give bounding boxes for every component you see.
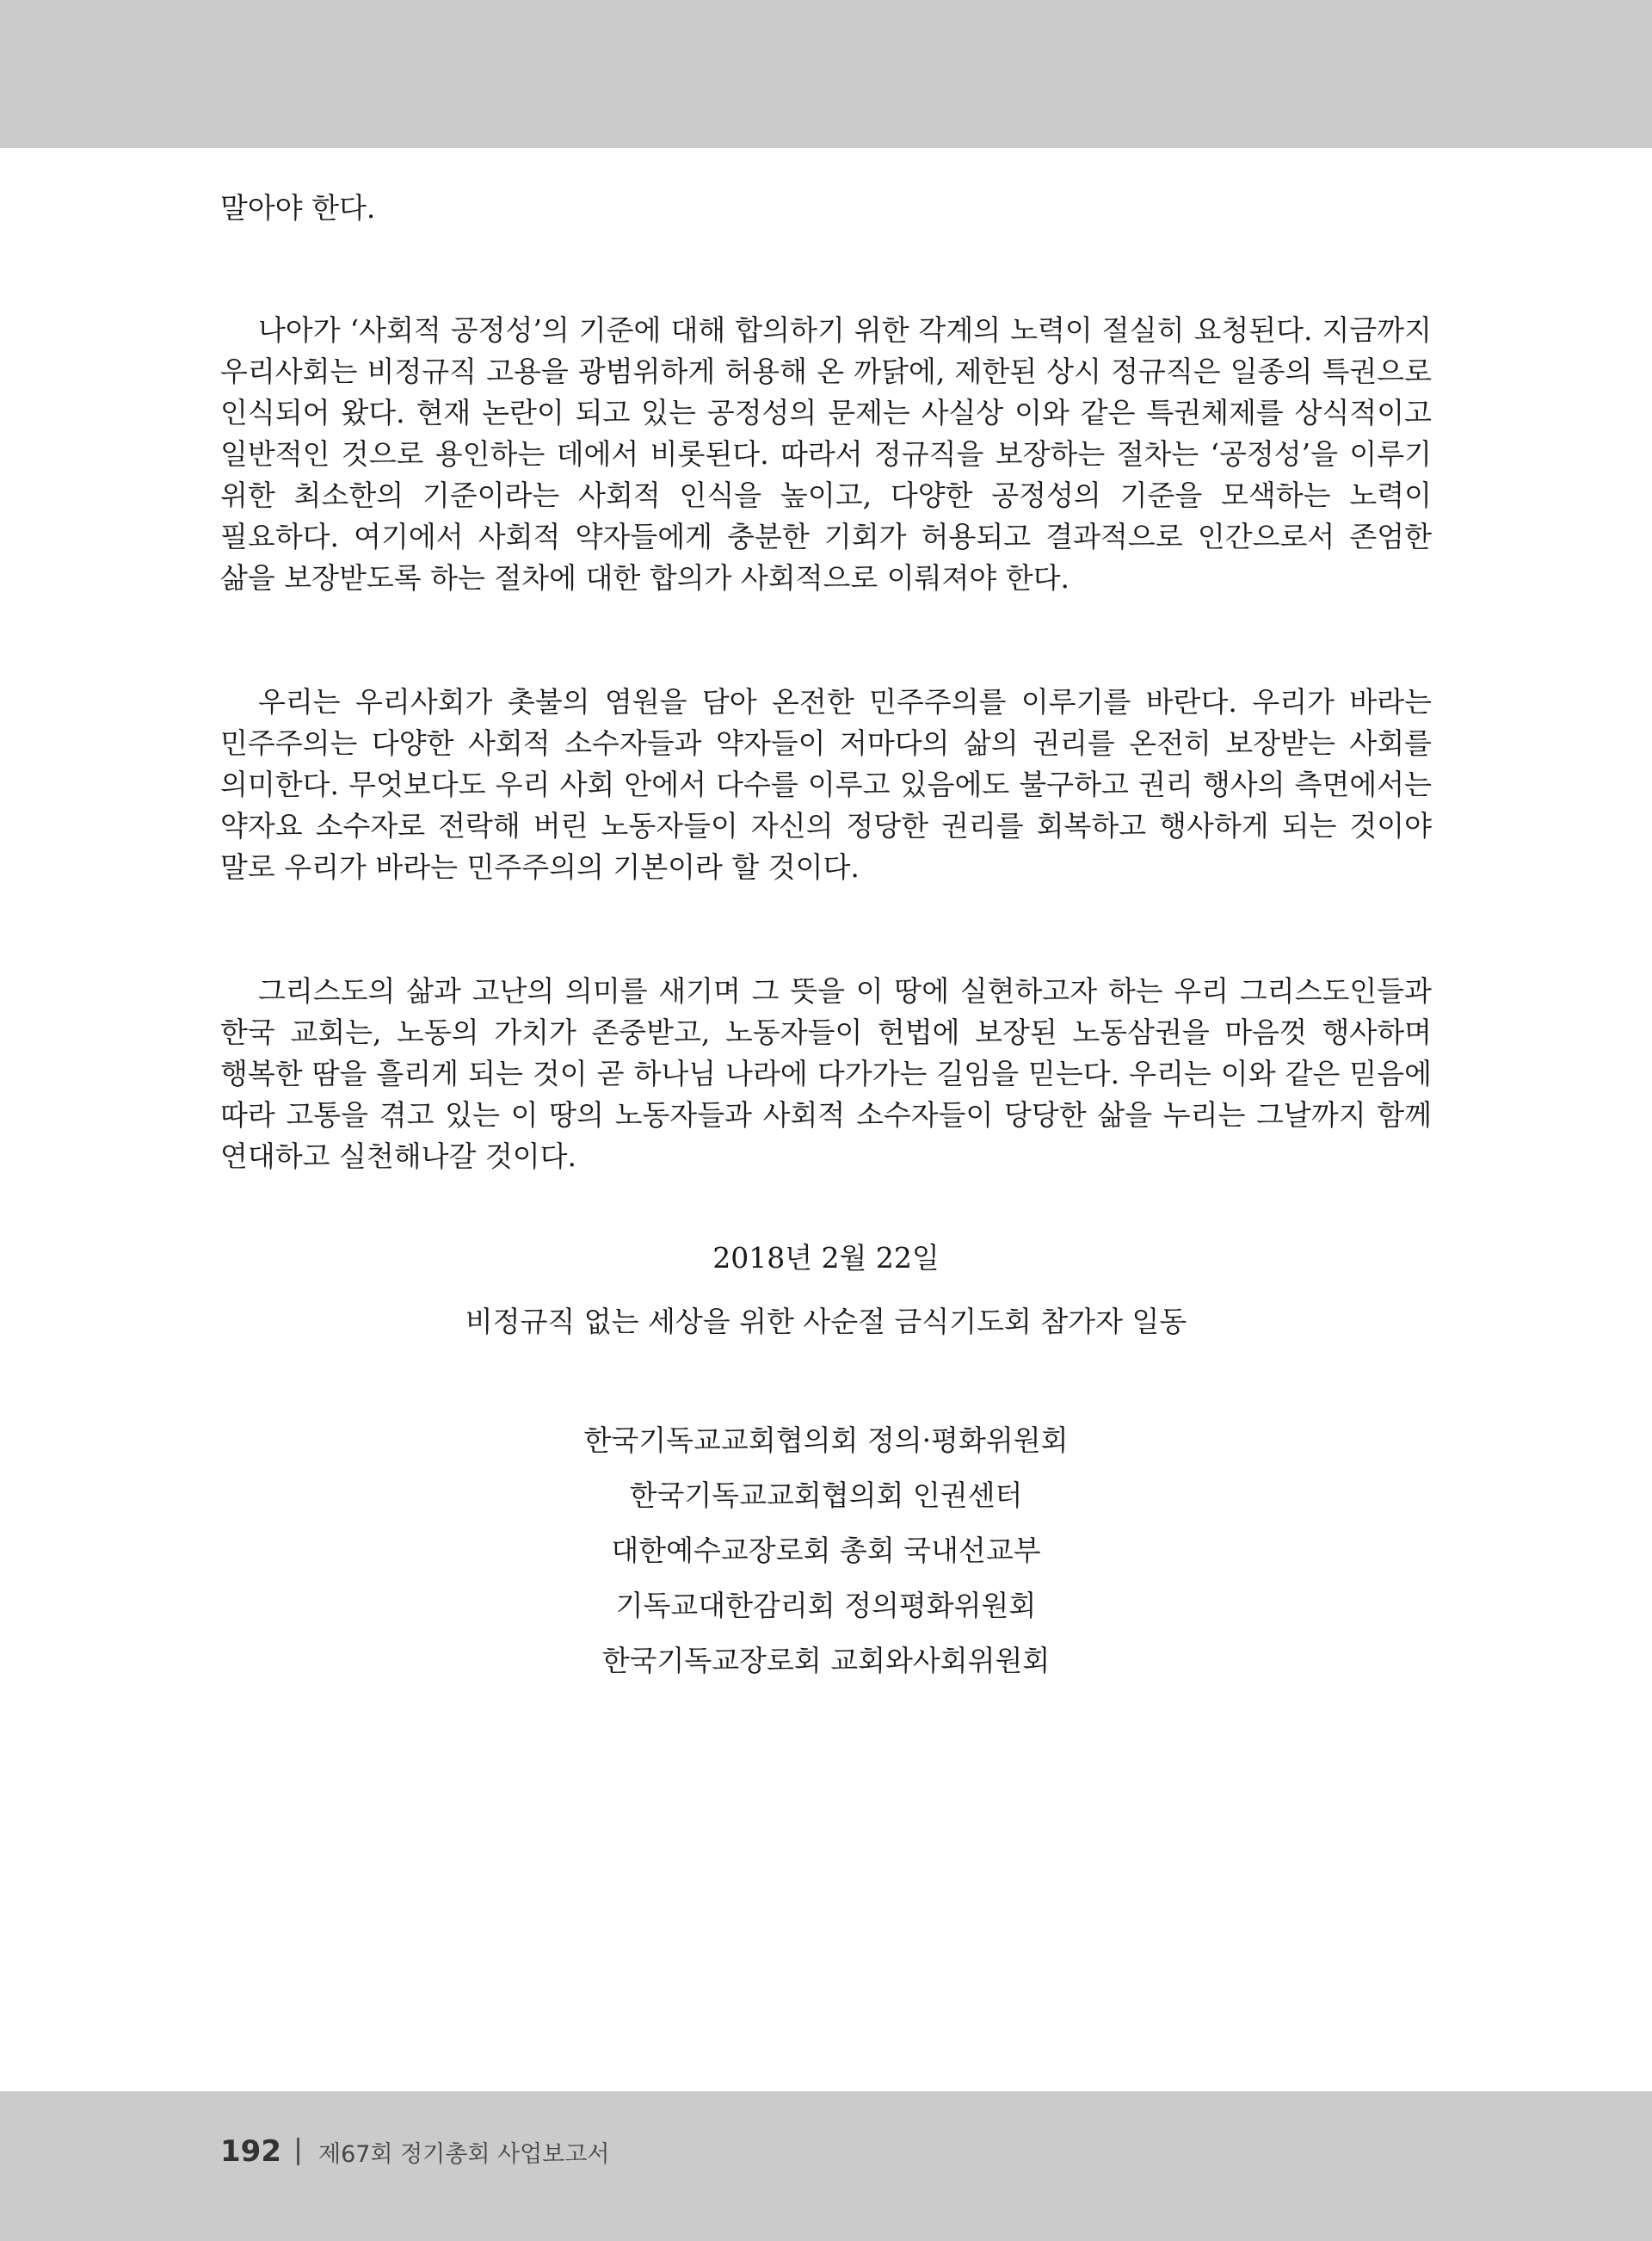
footer-divider [297,2138,299,2165]
paragraph-social-fairness: 나아가 ‘사회적 공정성’의 기준에 대해 합의하기 위한 각계의 노력이 절실히 요청된다. 지금까지 우리사회는 비정규직 고용을 광범위하게 허용해 온 까닭에, 제한된 상시 정규직은 일종의 특권으로 인식되어 왔다. 현재 논란이 되고 있는 공정성의 문제는 사실상 이와 같은 특권체제를 상식적이고 일반적인 것으로 용인하는 데에서 비롯된다. 따라서 정규직을 보장하는 절차는 ‘공정성’을 이루기 위한 최소한의 기준이라는 사회적 인식을 높이고, 다양한 공정성의 기준을 모색하는 노력이 필요하다. 여기에서 사회적 약자들에게 충분한 기회가 허용되고 결과적으로 인간으로서 존엄한 삶을 보장받도록 하는 절차에 대한 합의가 사회적으로 이뤄져야 한다. [220,313,1432,595]
paragraph-christian-church: 그리스도의 삶과 고난의 의미를 새기며 그 뜻을 이 땅에 실현하고자 하는 우리 그리스도인들과 한국 교회는, 노동의 가치가 존중받고, 노동자들이 헌법에 보장된 노동삼권을 마음껏 행사하며 행복한 땀을 흘리게 되는 것이 곧 하나님 나라에 다가가는 길임을 믿는다. 우리는 이와 같은 믿음에 따라 고통을 겪고 있는 이 땅의 노동자들과 사회적 소수자들이 당당한 삶을 누리는 그날까지 함께 연대하고 실천해나갈 것이다. [220,974,1432,1173]
organization-item: 한국기독교교회협의회 정의·평화위원회 [583,1423,1069,1457]
signatory-group: 비정규직 없는 세상을 위한 사순절 금식기도회 참가자 일동 [465,1305,1187,1338]
organization-item: 대한예수교장로회 총회 국내선교부 [611,1534,1041,1567]
statement-date: 2018년 2월 22일 [712,1241,940,1275]
organization-item: 한국기독교장로회 교회와사회위원회 [601,1644,1051,1677]
report-title: 제67회 정기총회 사업보고서 [317,2140,610,2168]
continuation-text: 말아야 한다. [220,191,376,225]
signoff-block [220,1238,1432,1695]
paragraph-democracy: 우리는 우리사회가 촛불의 염원을 담아 온전한 민주주의를 이루기를 바란다. 우리가 바라는 민주주의는 다양한 사회적 소수자들과 약자들이 저마다의 삶의 권리를 온전히 보장받는 사회를 의미한다. 무엇보다도 우리 사회 안에서 다수를 이루고 있음에도 불구하고 권리 행사의 측면에서는 약자요 소수자로 전락해 버린 노동자들이 자신의 정당한 권리를 회복하고 행사하게 되는 것이야 말로 우리가 바라는 민주주의의 기본이라 할 것이다. [220,685,1432,884]
page-footer [220,2126,609,2177]
organization-item: 기독교대한감리회 정의평화위원회 [615,1589,1037,1622]
organization-item: 한국기독교교회협의회 인권센터 [629,1479,1023,1512]
header-band [0,0,1652,148]
page-number: 192 [220,2134,281,2169]
page-body [220,188,1432,1260]
